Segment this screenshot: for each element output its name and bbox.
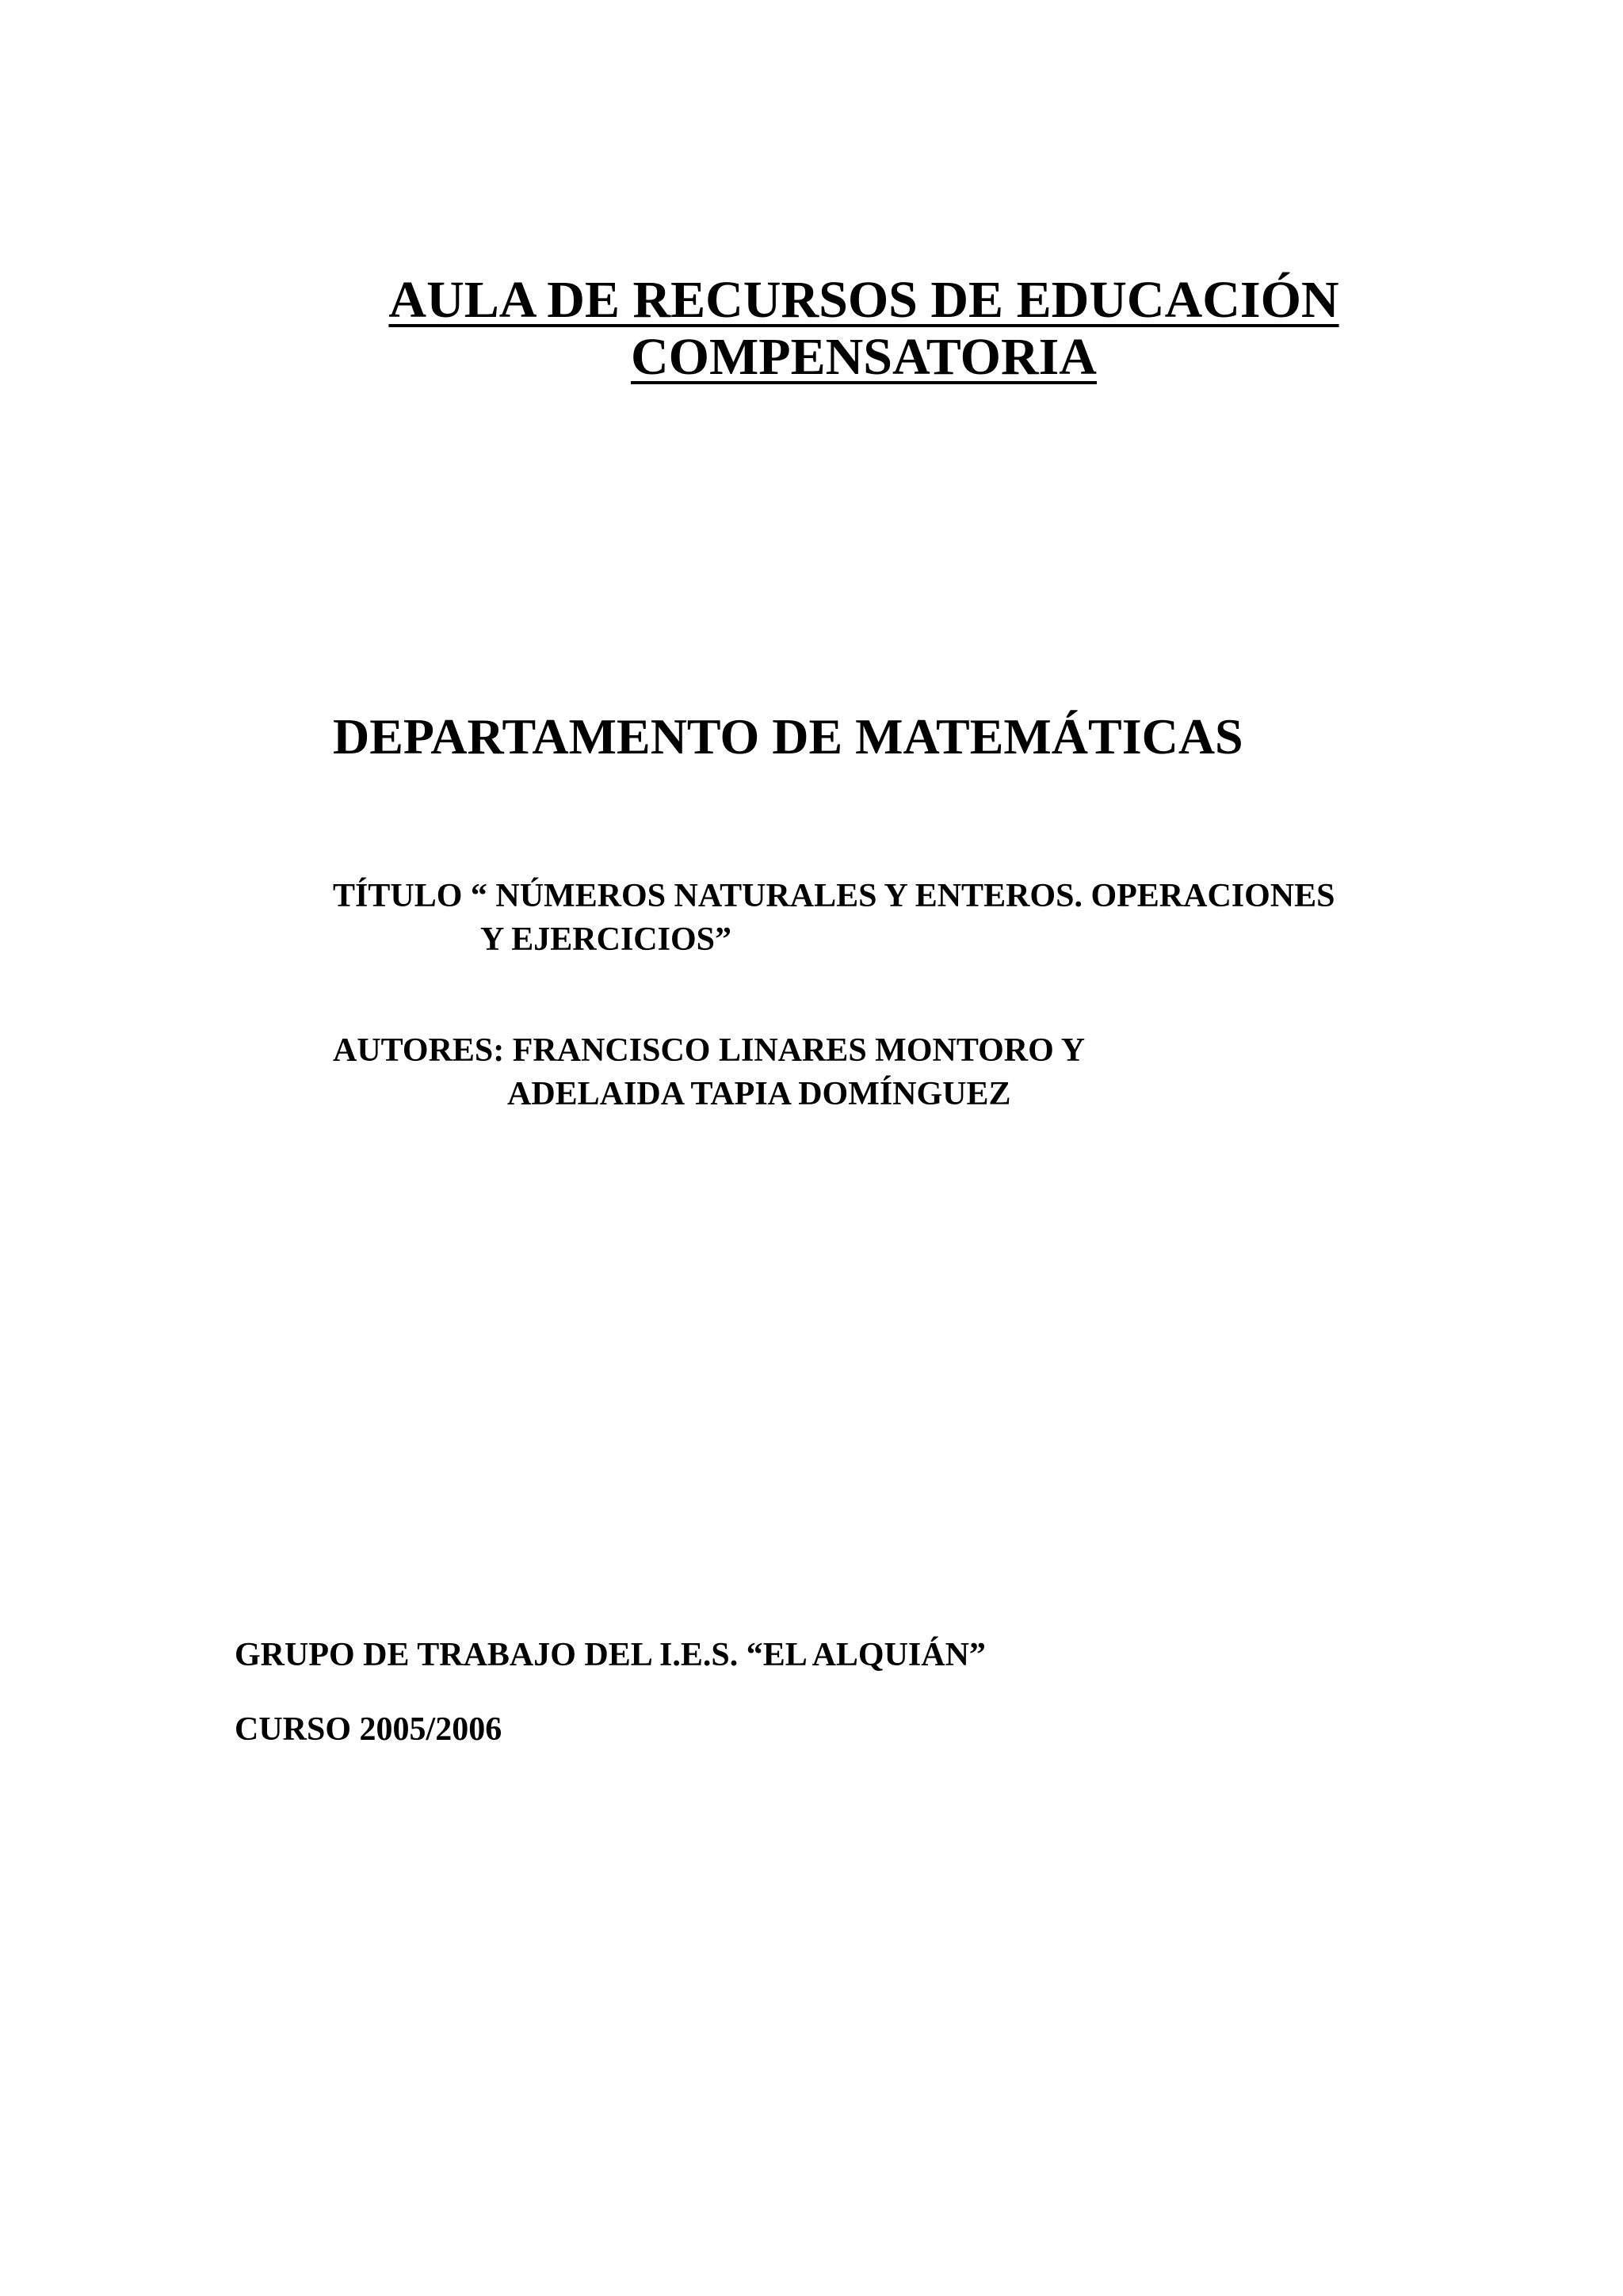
curso: CURSO 2005/2006 <box>235 1711 502 1748</box>
autores-line-1: AUTORES: FRANCISCO LINARES MONTORO Y <box>333 1032 1086 1069</box>
titulo-line-1: TÍTULO “ NÚMEROS NATURALES Y ENTEROS. OPERACIONES <box>333 878 1335 914</box>
titulo-line-2: Y EJERCICIOS” <box>480 921 732 958</box>
title-line-1: AULA DE RECURSOS DE EDUCACIÓN <box>388 271 1339 329</box>
title-line-2: COMPENSATORIA <box>631 328 1097 386</box>
grupo-trabajo: GRUPO DE TRABAJO DEL I.E.S. “EL ALQUIÁN” <box>235 1637 986 1673</box>
autores-line-2: ADELAIDA TAPIA DOMÍNGUEZ <box>507 1076 1011 1112</box>
department-heading: DEPARTAMENTO DE MATEMÁTICAS <box>333 708 1243 765</box>
